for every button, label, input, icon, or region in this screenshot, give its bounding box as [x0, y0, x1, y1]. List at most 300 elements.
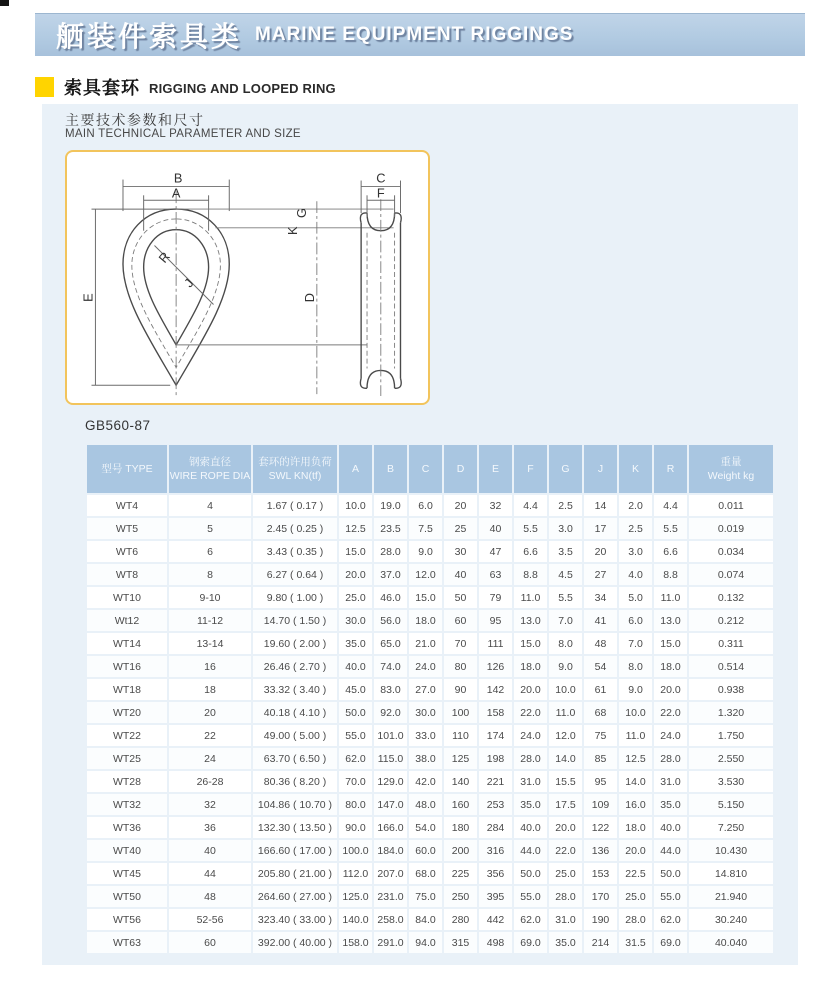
table-cell: 160 [444, 794, 477, 815]
column-header: B [374, 445, 407, 493]
table-cell: 55.0 [339, 725, 372, 746]
table-row [87, 495, 773, 516]
table-cell: 258.0 [374, 909, 407, 930]
table-cell: 40 [169, 840, 251, 861]
table-cell: 41 [584, 610, 617, 631]
table-row [87, 932, 773, 953]
table-cell: 70 [444, 633, 477, 654]
table-cell: WT10 [87, 587, 167, 608]
table-cell: WT50 [87, 886, 167, 907]
dim-label-E: E [80, 293, 96, 302]
column-header: A [339, 445, 372, 493]
table-cell: 95 [584, 771, 617, 792]
table-cell: 79 [479, 587, 512, 608]
table-cell: 15.0 [514, 633, 547, 654]
table-cell: 19.60 ( 2.00 ) [253, 633, 337, 654]
table-cell: 0.034 [689, 541, 773, 562]
table-cell: 4 [169, 495, 251, 516]
table-cell: 32 [169, 794, 251, 815]
column-header: G [549, 445, 582, 493]
table-cell: 104.86 ( 10.70 ) [253, 794, 337, 815]
column-header: K [619, 445, 652, 493]
column-header: C [409, 445, 442, 493]
table-cell: 22.0 [654, 702, 687, 723]
table-cell: 132.30 ( 13.50 ) [253, 817, 337, 838]
table-cell: 40 [479, 518, 512, 539]
table-cell: 80.0 [339, 794, 372, 815]
table-row [87, 633, 773, 654]
table-header-row [87, 445, 773, 493]
table-cell: 3.43 ( 0.35 ) [253, 541, 337, 562]
table-cell: 40.0 [339, 656, 372, 677]
table-cell: 115.0 [374, 748, 407, 769]
table-cell: 22.0 [549, 840, 582, 861]
table-cell: 40.040 [689, 932, 773, 953]
table-cell: 83.0 [374, 679, 407, 700]
table-cell: 24 [169, 748, 251, 769]
table-cell: 11-12 [169, 610, 251, 631]
table-cell: 68 [584, 702, 617, 723]
table-row [87, 794, 773, 815]
table-cell: 27.0 [409, 679, 442, 700]
table-cell: 54.0 [409, 817, 442, 838]
table-cell: WT63 [87, 932, 167, 953]
table-cell: 14.0 [549, 748, 582, 769]
table-cell: 46.0 [374, 587, 407, 608]
table-cell: 250 [444, 886, 477, 907]
table-cell: 8 [169, 564, 251, 585]
table-cell: 44.0 [514, 840, 547, 861]
table-cell: 40.0 [514, 817, 547, 838]
table-cell: 11.0 [549, 702, 582, 723]
table-cell: 55.0 [514, 886, 547, 907]
table-cell: 17.5 [549, 794, 582, 815]
table-cell: 0.011 [689, 495, 773, 516]
banner-title-zh: 舾装件索具类 [56, 21, 243, 52]
table-cell: WT36 [87, 817, 167, 838]
table-cell: 24.0 [514, 725, 547, 746]
table-cell: 50 [444, 587, 477, 608]
table-cell: 18.0 [619, 817, 652, 838]
table-cell: 5.0 [619, 587, 652, 608]
table-cell: 126 [479, 656, 512, 677]
table-cell: 27 [584, 564, 617, 585]
table-cell: 65.0 [374, 633, 407, 654]
table-cell: 18.0 [409, 610, 442, 631]
table-cell: 30.0 [339, 610, 372, 631]
table-cell: WT16 [87, 656, 167, 677]
table-cell: 291.0 [374, 932, 407, 953]
table-cell: 36 [169, 817, 251, 838]
subtitle-zh: 主要技术参数和尺寸 [65, 112, 205, 128]
table-cell: 40.18 ( 4.10 ) [253, 702, 337, 723]
table-cell: 40 [444, 564, 477, 585]
dim-label-J: J [180, 275, 197, 291]
thimble-technical-drawing [67, 152, 424, 399]
technical-drawing-box [65, 150, 430, 405]
table-cell: 60 [169, 932, 251, 953]
table-cell: 0.311 [689, 633, 773, 654]
table-cell: 18.0 [654, 656, 687, 677]
table-row [87, 656, 773, 677]
table-cell: 25.0 [339, 587, 372, 608]
table-cell: 68.0 [409, 863, 442, 884]
table-cell: 9.0 [409, 541, 442, 562]
table-cell: 395 [479, 886, 512, 907]
table-row [87, 909, 773, 930]
table-cell: 84.0 [409, 909, 442, 930]
table-cell: 10.0 [549, 679, 582, 700]
table-cell: 31.0 [514, 771, 547, 792]
table-cell: 7.0 [619, 633, 652, 654]
table-cell: 21.0 [409, 633, 442, 654]
table-cell: 48 [584, 633, 617, 654]
table-cell: 9.0 [549, 656, 582, 677]
table-cell: 214 [584, 932, 617, 953]
table-cell: 18 [169, 679, 251, 700]
table-cell: 25.0 [619, 886, 652, 907]
column-header: 型号 TYPE [87, 445, 167, 493]
table-cell: 34 [584, 587, 617, 608]
column-header: J [584, 445, 617, 493]
table-cell: 14 [584, 495, 617, 516]
table-cell: 61 [584, 679, 617, 700]
table-cell: 69.0 [654, 932, 687, 953]
table-cell: 4.4 [514, 495, 547, 516]
table-cell: 184.0 [374, 840, 407, 861]
table-cell: 48 [169, 886, 251, 907]
table-cell: 207.0 [374, 863, 407, 884]
table-cell: 17 [584, 518, 617, 539]
table-row [87, 518, 773, 539]
table-cell: 10.430 [689, 840, 773, 861]
table-cell: 136 [584, 840, 617, 861]
table-cell: 111 [479, 633, 512, 654]
table-cell: 153 [584, 863, 617, 884]
table-cell: 49.00 ( 5.00 ) [253, 725, 337, 746]
yellow-bullet-icon [35, 77, 54, 97]
table-cell: 55.0 [654, 886, 687, 907]
table-cell: 316 [479, 840, 512, 861]
table-cell: 48.0 [409, 794, 442, 815]
table-cell: 442 [479, 909, 512, 930]
table-cell: 70.0 [339, 771, 372, 792]
table-cell: 158.0 [339, 932, 372, 953]
table-cell: 33.32 ( 3.40 ) [253, 679, 337, 700]
table-cell: 2.0 [619, 495, 652, 516]
table-row [87, 771, 773, 792]
table-cell: 10.0 [339, 495, 372, 516]
table-cell: 12.5 [339, 518, 372, 539]
table-cell: 85 [584, 748, 617, 769]
column-header: R [654, 445, 687, 493]
table-cell: 205.80 ( 21.00 ) [253, 863, 337, 884]
column-header: 重量 Weight kg [689, 445, 773, 493]
column-header: F [514, 445, 547, 493]
column-header: E [479, 445, 512, 493]
table-cell: 0.514 [689, 656, 773, 677]
table-cell: 166.60 ( 17.00 ) [253, 840, 337, 861]
table-cell: 8.0 [619, 656, 652, 677]
table-cell: 25 [444, 518, 477, 539]
table-cell: 7.250 [689, 817, 773, 838]
table-cell: WT5 [87, 518, 167, 539]
table-cell: 180 [444, 817, 477, 838]
table-cell: 31.5 [619, 932, 652, 953]
table-cell: 5.5 [654, 518, 687, 539]
table-cell: WT20 [87, 702, 167, 723]
table-cell: 13-14 [169, 633, 251, 654]
table-cell: WT56 [87, 909, 167, 930]
table-cell: 15.5 [549, 771, 582, 792]
table-cell: 44 [169, 863, 251, 884]
table-cell: 3.0 [549, 518, 582, 539]
dim-label-R: R [155, 248, 173, 266]
table-cell: 28.0 [374, 541, 407, 562]
table-cell: 22 [169, 725, 251, 746]
table-cell: 198 [479, 748, 512, 769]
table-cell: 35.0 [514, 794, 547, 815]
table-cell: 54 [584, 656, 617, 677]
table-cell: 13.0 [514, 610, 547, 631]
table-cell: 44.0 [654, 840, 687, 861]
table-row [87, 587, 773, 608]
table-cell: 498 [479, 932, 512, 953]
table-cell: 129.0 [374, 771, 407, 792]
table-cell: 69.0 [514, 932, 547, 953]
table-cell: 62.0 [654, 909, 687, 930]
table-cell: 28.0 [619, 909, 652, 930]
table-cell: WT22 [87, 725, 167, 746]
table-cell: Wt12 [87, 610, 167, 631]
table-row [87, 702, 773, 723]
table-cell: 11.0 [619, 725, 652, 746]
table-cell: 3.530 [689, 771, 773, 792]
table-cell: 92.0 [374, 702, 407, 723]
table-cell: 15.0 [654, 633, 687, 654]
dim-label-K: K [285, 226, 301, 235]
table-cell: 0.132 [689, 587, 773, 608]
table-cell: 24.0 [654, 725, 687, 746]
table-cell: 7.0 [549, 610, 582, 631]
table-cell: 23.5 [374, 518, 407, 539]
table-row [87, 863, 773, 884]
table-cell: 47 [479, 541, 512, 562]
table-cell: 9.0 [619, 679, 652, 700]
table-row [87, 817, 773, 838]
table-cell: 190 [584, 909, 617, 930]
table-cell: 11.0 [514, 587, 547, 608]
table-cell: 40.0 [654, 817, 687, 838]
table-cell: 80 [444, 656, 477, 677]
table-row [87, 679, 773, 700]
dim-label-G: G [294, 208, 310, 218]
table-cell: 28.0 [549, 886, 582, 907]
table-cell: 20.0 [654, 679, 687, 700]
table-cell: 94.0 [409, 932, 442, 953]
table-cell: 35.0 [339, 633, 372, 654]
dim-label-A: A [171, 185, 181, 201]
table-cell: 56.0 [374, 610, 407, 631]
table-cell: 35.0 [549, 932, 582, 953]
table-cell: 1.750 [689, 725, 773, 746]
table-cell: 8.8 [654, 564, 687, 585]
table-cell: 100 [444, 702, 477, 723]
content-panel [42, 104, 798, 965]
table-cell: 0.212 [689, 610, 773, 631]
table-cell: 38.0 [409, 748, 442, 769]
table-cell: WT25 [87, 748, 167, 769]
table-cell: 125 [444, 748, 477, 769]
table-cell: 22.0 [514, 702, 547, 723]
table-cell: 112.0 [339, 863, 372, 884]
table-cell: 10.0 [619, 702, 652, 723]
table-cell: 11.0 [654, 587, 687, 608]
table-row [87, 564, 773, 585]
table-row [87, 840, 773, 861]
table-cell: 221 [479, 771, 512, 792]
table-cell: 0.938 [689, 679, 773, 700]
table-cell: 42.0 [409, 771, 442, 792]
dim-label-B: B [173, 170, 183, 186]
table-cell: 20.0 [339, 564, 372, 585]
table-cell: 20.0 [549, 817, 582, 838]
table-cell: 5.5 [514, 518, 547, 539]
spec-table [85, 443, 775, 955]
table-cell: 32 [479, 495, 512, 516]
table-cell: 75.0 [409, 886, 442, 907]
table-cell: 323.40 ( 33.00 ) [253, 909, 337, 930]
section-title-zh: 索具套环 [64, 78, 140, 98]
table-cell: 24.0 [409, 656, 442, 677]
dim-label-C: C [376, 170, 386, 186]
table-cell: 6.0 [619, 610, 652, 631]
table-cell: 62.0 [339, 748, 372, 769]
table-cell: WT32 [87, 794, 167, 815]
table-cell: 9-10 [169, 587, 251, 608]
table-cell: 90 [444, 679, 477, 700]
table-cell: 200 [444, 840, 477, 861]
table-cell: 8.0 [549, 633, 582, 654]
table-cell: 122 [584, 817, 617, 838]
table-cell: 1.67 ( 0.17 ) [253, 495, 337, 516]
table-cell: 14.0 [619, 771, 652, 792]
table-cell: 3.5 [549, 541, 582, 562]
table-cell: 30.0 [409, 702, 442, 723]
table-cell: WT18 [87, 679, 167, 700]
table-cell: 62.0 [514, 909, 547, 930]
table-cell: 6.6 [514, 541, 547, 562]
page-banner [35, 13, 805, 56]
table-cell: 28.0 [654, 748, 687, 769]
table-cell: 74.0 [374, 656, 407, 677]
table-cell: 15.0 [409, 587, 442, 608]
table-cell: 31.0 [549, 909, 582, 930]
table-cell: 26-28 [169, 771, 251, 792]
table-cell: 75 [584, 725, 617, 746]
table-cell: 60.0 [409, 840, 442, 861]
table-cell: 95 [479, 610, 512, 631]
table-cell: WT14 [87, 633, 167, 654]
table-cell: 2.550 [689, 748, 773, 769]
table-cell: 174 [479, 725, 512, 746]
table-cell: 110 [444, 725, 477, 746]
table-cell: 37.0 [374, 564, 407, 585]
table-cell: 26.46 ( 2.70 ) [253, 656, 337, 677]
dim-label-D: D [301, 293, 317, 303]
column-header: D [444, 445, 477, 493]
table-cell: 4.4 [654, 495, 687, 516]
table-cell: 4.0 [619, 564, 652, 585]
table-row [87, 610, 773, 631]
table-cell: 60 [444, 610, 477, 631]
section-title-en: RIGGING AND LOOPED RING [149, 81, 336, 96]
table-cell: 20 [444, 495, 477, 516]
table-cell: 109 [584, 794, 617, 815]
table-cell: 50.0 [654, 863, 687, 884]
table-row [87, 541, 773, 562]
table-cell: WT45 [87, 863, 167, 884]
table-row [87, 748, 773, 769]
table-cell: 6.6 [654, 541, 687, 562]
table-cell: 33.0 [409, 725, 442, 746]
section-heading [35, 74, 336, 100]
table-cell: 125.0 [339, 886, 372, 907]
table-cell: 6 [169, 541, 251, 562]
table-cell: 231.0 [374, 886, 407, 907]
table-cell: 9.80 ( 1.00 ) [253, 587, 337, 608]
table-cell: 6.27 ( 0.64 ) [253, 564, 337, 585]
table-cell: 50.0 [514, 863, 547, 884]
table-cell: 0.019 [689, 518, 773, 539]
table-cell: 315 [444, 932, 477, 953]
table-cell: WT4 [87, 495, 167, 516]
table-cell: 140 [444, 771, 477, 792]
table-cell: 166.0 [374, 817, 407, 838]
table-cell: 280 [444, 909, 477, 930]
table-cell: 13.0 [654, 610, 687, 631]
table-cell: 28.0 [514, 748, 547, 769]
table-cell: 20 [584, 541, 617, 562]
table-cell: 18.0 [514, 656, 547, 677]
table-row [87, 886, 773, 907]
table-cell: 5 [169, 518, 251, 539]
table-cell: 63 [479, 564, 512, 585]
table-cell: 50.0 [339, 702, 372, 723]
table-cell: 31.0 [654, 771, 687, 792]
table-cell: WT40 [87, 840, 167, 861]
table-cell: 4.5 [549, 564, 582, 585]
dim-label-F: F [376, 185, 385, 201]
table-cell: 14.810 [689, 863, 773, 884]
table-cell: WT8 [87, 564, 167, 585]
table-cell: 5.150 [689, 794, 773, 815]
table-cell: 0.074 [689, 564, 773, 585]
table-cell: 2.5 [619, 518, 652, 539]
table-cell: 225 [444, 863, 477, 884]
column-header: 钢索直径 WIRE ROPE DIA [169, 445, 251, 493]
table-cell: 12.0 [549, 725, 582, 746]
table-cell: 3.0 [619, 541, 652, 562]
table-cell: 7.5 [409, 518, 442, 539]
table-cell: 392.00 ( 40.00 ) [253, 932, 337, 953]
table-cell: 12.5 [619, 748, 652, 769]
table-cell: 63.70 ( 6.50 ) [253, 748, 337, 769]
table-cell: 30.240 [689, 909, 773, 930]
standard-number: GB560-87 [85, 418, 151, 433]
table-cell: 22.5 [619, 863, 652, 884]
table-cell: 284 [479, 817, 512, 838]
